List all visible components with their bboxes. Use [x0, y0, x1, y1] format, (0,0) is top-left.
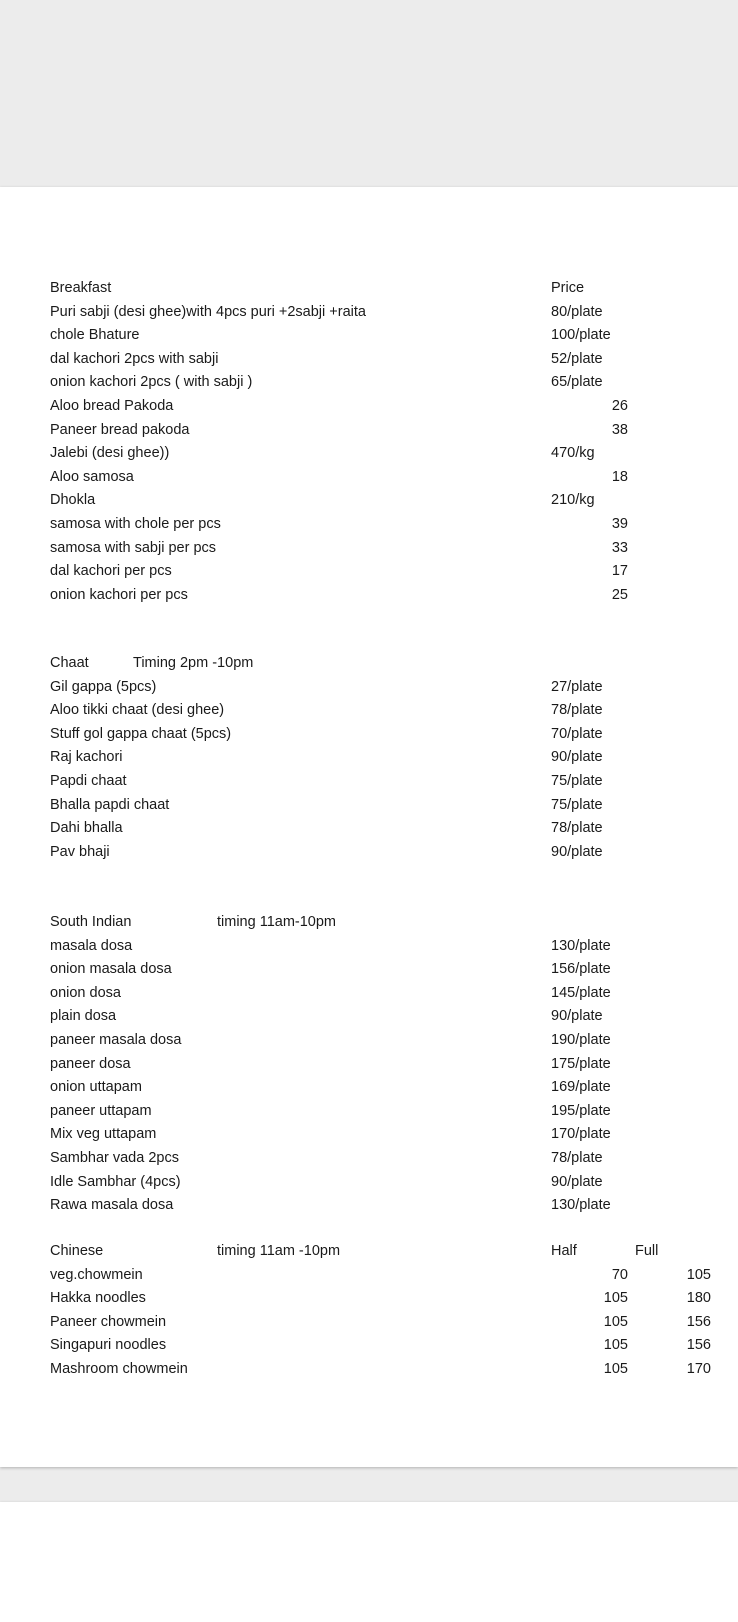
menu-item-row [0, 419, 738, 442]
menu-item-row [0, 794, 738, 817]
item-name: Sambhar vada 2pcs [50, 1150, 179, 1166]
item-price: 170/plate [551, 1126, 611, 1143]
item-name: Papdi chaat [50, 773, 127, 789]
item-price: 75/plate [551, 773, 603, 789]
clipped-row [0, 1590, 738, 1613]
menu-item-row [0, 1171, 738, 1194]
menu-item-row [0, 1287, 738, 1310]
item-name: onion kachori 2pcs ( with sabji ) [50, 374, 253, 391]
menu-item-row [0, 1053, 738, 1076]
next-page [0, 1502, 738, 1622]
section-title: Chaat [50, 655, 89, 671]
menu-item-row [0, 560, 738, 583]
item-name: Aloo samosa [50, 468, 134, 485]
south-indian-header [0, 911, 738, 934]
item-name: masala dosa [50, 937, 133, 954]
menu-item-row [0, 676, 738, 699]
menu-item-row [0, 746, 738, 769]
item-name: Dhokla [50, 492, 96, 509]
item-price: 210/kg [551, 492, 595, 509]
menu-item-row [0, 1194, 738, 1217]
breakfast-header [0, 277, 738, 300]
menu-item-row [0, 301, 738, 324]
menu-item-row [0, 958, 738, 981]
item-price: 190/plate [551, 1032, 611, 1048]
menu-item-row [0, 371, 738, 394]
menu-item-row [0, 1100, 738, 1123]
item-name: dal kachori 2pcs with sabji [50, 350, 219, 367]
menu-item-row [0, 513, 738, 536]
item-price: 27/plate [551, 678, 603, 695]
item-name: Mix veg uttapam [50, 1126, 157, 1143]
menu-item-row [0, 723, 738, 746]
item-price: 75/plate [551, 796, 603, 813]
item-name: samosa with sabji per pcs [50, 539, 217, 556]
item-price: 70/plate [551, 725, 603, 742]
menu-item-row [0, 770, 738, 793]
menu-item-row [0, 324, 738, 347]
item-name: Rawa masala dosa [50, 1197, 174, 1214]
item-name: onion kachori per pcs [50, 586, 188, 603]
menu-item-row [0, 1005, 738, 1028]
half-header: Half [551, 1243, 577, 1259]
menu-item-row [0, 584, 738, 607]
menu-item-row [0, 982, 738, 1005]
item-price: 195/plate [551, 1102, 611, 1119]
item-full-price: 170 [686, 1361, 711, 1377]
item-name: Paneer bread pakoda [50, 421, 190, 438]
menu-item-row [0, 537, 738, 560]
chinese-header [0, 1240, 738, 1263]
item-name: onion uttapam [50, 1079, 142, 1096]
item-half-price: 105 [603, 1290, 628, 1307]
item-full-price: 156 [686, 1313, 711, 1330]
item-price: 90/plate [551, 843, 603, 860]
item-price: 65/plate [551, 374, 603, 391]
item-price: 80/plate [551, 303, 603, 320]
item-name: Gil gappa (5pcs) [50, 678, 157, 695]
menu-item-row [0, 1029, 738, 1052]
menu-item-row [0, 1358, 738, 1381]
item-price: 90/plate [551, 749, 603, 766]
menu-item-row [0, 1334, 738, 1357]
item-name: paneer dosa [50, 1055, 131, 1072]
item-price: 78/plate [551, 702, 603, 719]
item-half-price: 105 [603, 1361, 628, 1377]
section-timing: timing 11am-10pm [217, 914, 337, 930]
item-half-price: 105 [603, 1313, 628, 1330]
item-name: paneer masala dosa [50, 1032, 182, 1048]
item-price: 470/kg [551, 445, 595, 462]
item-price: 78/plate [551, 820, 603, 837]
item-name: veg.chowmein [50, 1266, 143, 1283]
item-price: 130/plate [551, 1197, 611, 1214]
item-name: onion dosa [50, 984, 121, 1001]
item-price: 26 [611, 398, 628, 414]
section-timing: timing 11am -10pm [217, 1243, 341, 1259]
menu-item-row [0, 699, 738, 722]
menu-item-row [0, 935, 738, 958]
item-name: Raj kachori [50, 749, 123, 766]
item-price: 145/plate [551, 984, 611, 1001]
item-price: 130/plate [551, 937, 611, 954]
top-margin [0, 0, 738, 187]
item-price: 90/plate [551, 1008, 603, 1025]
item-name: Aloo tikki chaat (desi ghee) [50, 702, 225, 719]
item-name: Bhalla papdi chaat [50, 796, 170, 813]
menu-item-row [0, 1147, 738, 1170]
item-name: Puri sabji (desi ghee)with 4pcs puri +2sabji +raita [50, 303, 366, 320]
item-half-price: 105 [603, 1337, 628, 1354]
menu-item-row [0, 1311, 738, 1334]
section-timing: Timing 2pm -10pm [133, 655, 254, 671]
item-name: paneer uttapam [50, 1102, 152, 1119]
item-price: 169/plate [551, 1079, 611, 1096]
menu-item-row [0, 1264, 738, 1287]
item-half-price: 70 [611, 1266, 628, 1283]
item-price: 38 [611, 421, 628, 438]
menu-item-row [0, 1076, 738, 1099]
item-name: Jalebi (desi ghee)) [50, 445, 170, 462]
section-title: Chinese [50, 1243, 104, 1259]
price-header: Price [551, 280, 585, 296]
item-price: 156/plate [551, 961, 611, 978]
item-price: 100/plate [551, 327, 611, 344]
item-price: 90/plate [551, 1173, 603, 1190]
item-price: 175/plate [551, 1055, 611, 1072]
menu-item-row [0, 489, 738, 512]
menu-page [0, 187, 738, 1467]
section-title: Breakfast [50, 280, 112, 296]
item-name: Idle Sambhar (4pcs) [50, 1173, 181, 1190]
item-name: Hakka noodles [50, 1290, 146, 1307]
item-name: Stuff gol gappa chaat (5pcs) [50, 725, 232, 742]
item-price: 25 [611, 586, 628, 603]
item-price: 39 [611, 516, 628, 532]
item-name: Aloo bread Pakoda [50, 398, 174, 414]
item-name: Mashroom chowmein [50, 1361, 188, 1377]
menu-item-row [0, 442, 738, 465]
item-full-price: 180 [686, 1290, 711, 1307]
item-name: Pav bhaji [50, 843, 110, 860]
item-price: 52/plate [551, 350, 603, 367]
item-price: 18 [611, 468, 628, 485]
item-price: 33 [611, 539, 628, 556]
item-price: 78/plate [551, 1150, 603, 1166]
menu-item-row [0, 1123, 738, 1146]
item-name: onion masala dosa [50, 961, 172, 978]
menu-item-row [0, 817, 738, 840]
menu-item-row [0, 466, 738, 489]
item-name: samosa with chole per pcs [50, 516, 221, 532]
item-full-price: 105 [686, 1266, 711, 1283]
menu-item-row [0, 348, 738, 371]
chaat-header [0, 652, 738, 675]
section-title: South Indian [50, 914, 132, 930]
item-name: plain dosa [50, 1008, 117, 1025]
menu-item-row [0, 841, 738, 864]
item-full-price: 156 [686, 1337, 711, 1354]
item-name: dal kachori per pcs [50, 563, 172, 580]
item-name: Singapuri noodles [50, 1337, 167, 1354]
item-price: 17 [611, 563, 628, 580]
full-header: Full [635, 1243, 659, 1259]
item-name: Paneer chowmein [50, 1313, 167, 1330]
item-name: chole Bhature [50, 327, 140, 344]
menu-item-row [0, 395, 738, 418]
item-name: Dahi bhalla [50, 820, 123, 837]
